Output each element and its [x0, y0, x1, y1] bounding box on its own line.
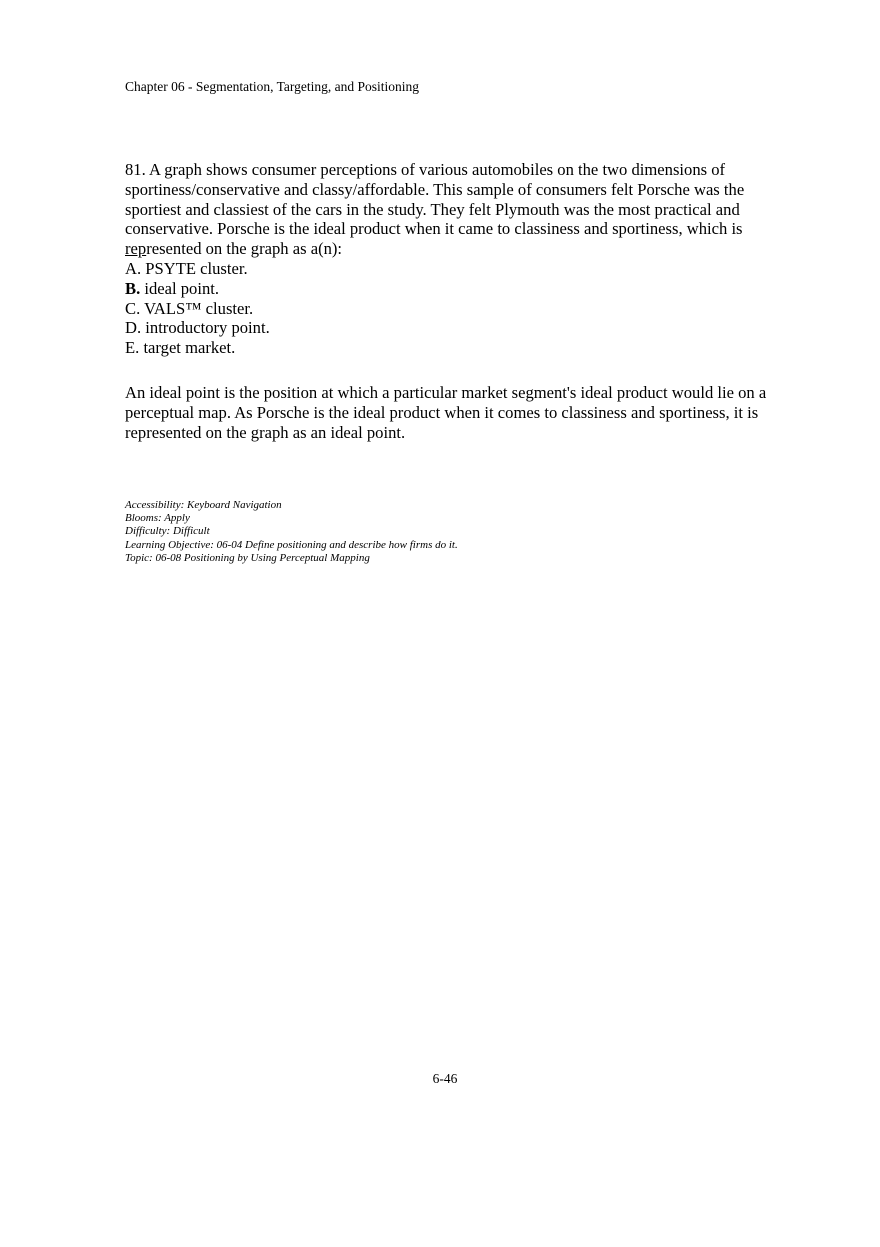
option-letter-correct: B. [125, 278, 141, 298]
chapter-header: Chapter 06 - Segmentation, Targeting, and Positioning [125, 79, 420, 94]
option-text: PSYTE cluster. [141, 258, 248, 278]
metadata-accessibility: Accessibility: Keyboard Navigation [125, 499, 282, 511]
answer-option-d [125, 318, 775, 338]
option-letter: A. [125, 258, 142, 278]
answer-options [125, 259, 775, 358]
question-block [125, 160, 775, 358]
option-text: VALS™ cluster. [140, 298, 254, 318]
answer-option-e [125, 338, 775, 358]
option-text: ideal point. [140, 278, 220, 298]
option-letter: D. [125, 318, 142, 338]
answer-option-c [125, 299, 775, 319]
metadata-learning-objective: Learning Objective: 06-04 Define positioning and describe how firms do it. [125, 538, 458, 551]
metadata-difficulty: Difficulty: Difficult [125, 525, 210, 538]
answer-option-a [125, 259, 775, 279]
page-number: 6-46 [432, 1071, 458, 1086]
question-stem-text: 81. A graph shows consumer perceptions of various automobiles on the two dimensions of sportiness/conservative and classy/affordable. This sample of consumers felt Porsche was the sportiest and classiest of the cars in the study. They felt Plymouth was the most practical and conservative. Porsche is the ideal product when it came to classiness and sportiness, which is [125, 160, 745, 239]
option-letter: C. [125, 298, 141, 318]
question-stem-underlined: rep [125, 239, 147, 259]
question-stem-text-end: resented on the graph as a(n): [146, 239, 343, 259]
question-stem [125, 160, 775, 259]
metadata-topic: Topic: 06-08 Positioning by Using Perceptual Mapping [125, 551, 370, 564]
answer-explanation: An ideal point is the position at which a particular market segment's ideal product would lie on a perceptual map. As Porsche is the ideal product when it comes to classiness and sportiness, it is represented on the graph as an ideal point. [125, 383, 767, 442]
metadata-blooms: Blooms: Apply [125, 512, 190, 525]
question-metadata [125, 499, 458, 565]
option-letter: E. [125, 338, 140, 358]
answer-option-b [125, 279, 775, 299]
option-text: introductory point. [141, 318, 270, 338]
option-text: target market. [139, 338, 236, 358]
